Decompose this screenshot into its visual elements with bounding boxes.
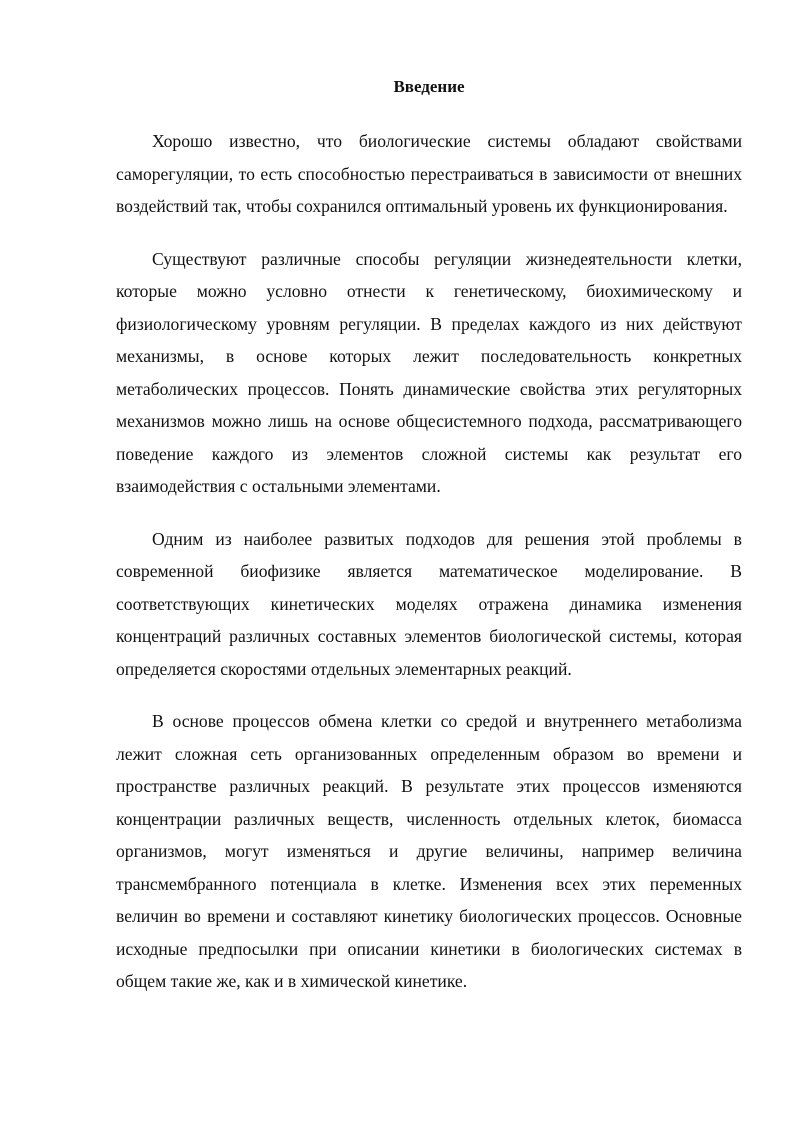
paragraph-4: В основе процессов обмена клетки со средой и внутреннего метаболизма лежит сложная сеть организованных определенным образом во времени и пространстве различных реакций. В результате этих процессов изменяются концентрации различных веществ, численность отдельных клеток, биомасса организмов, могут изменяться и другие величины, например величина трансмембранного потенциала в клетке. Изменения всех этих переменных величин во времени и составляют кинетику биологических процессов. Основные исходные предпосылки при описании кинетики в биологических системах в общем такие же, как и в химической кинетике.: [116, 711, 742, 991]
paragraph-3: Одним из наиболее развитых подходов для решения этой проблемы в современной биофизике является математическое моделирование. В соответствующих кинетических моделях отражена динамика изменения концентраций различных составных элементов биологической системы, которая определяется скоростями отдельных элементарных реакций.: [116, 528, 742, 679]
page-title: Введение: [393, 77, 465, 96]
document-body: [116, 74, 742, 1018]
paragraph-1: Хорошо известно, что биологические системы обладают свойствами саморегуляции, то есть способностью перестраиваться в зависимости от внешних воздействий так, чтобы сохранился оптимальный уровень их функционирования.: [116, 131, 742, 216]
paragraph-2: Существуют различные способы регуляции жизнедеятельности клетки, которые можно условно отнести к генетическому, биохимическому и физиологическому уровням регуляции. В пределах каждого из них действуют механизмы, в основе которых лежит последовательность конкретных метаболических процессов. Понять динамические свойства этих регуляторных механизмов можно лишь на основе общесистемного подхода, рассматривающего поведение каждого из элементов сложной системы как результат его взаимодействия с остальными элементами.: [116, 248, 742, 496]
